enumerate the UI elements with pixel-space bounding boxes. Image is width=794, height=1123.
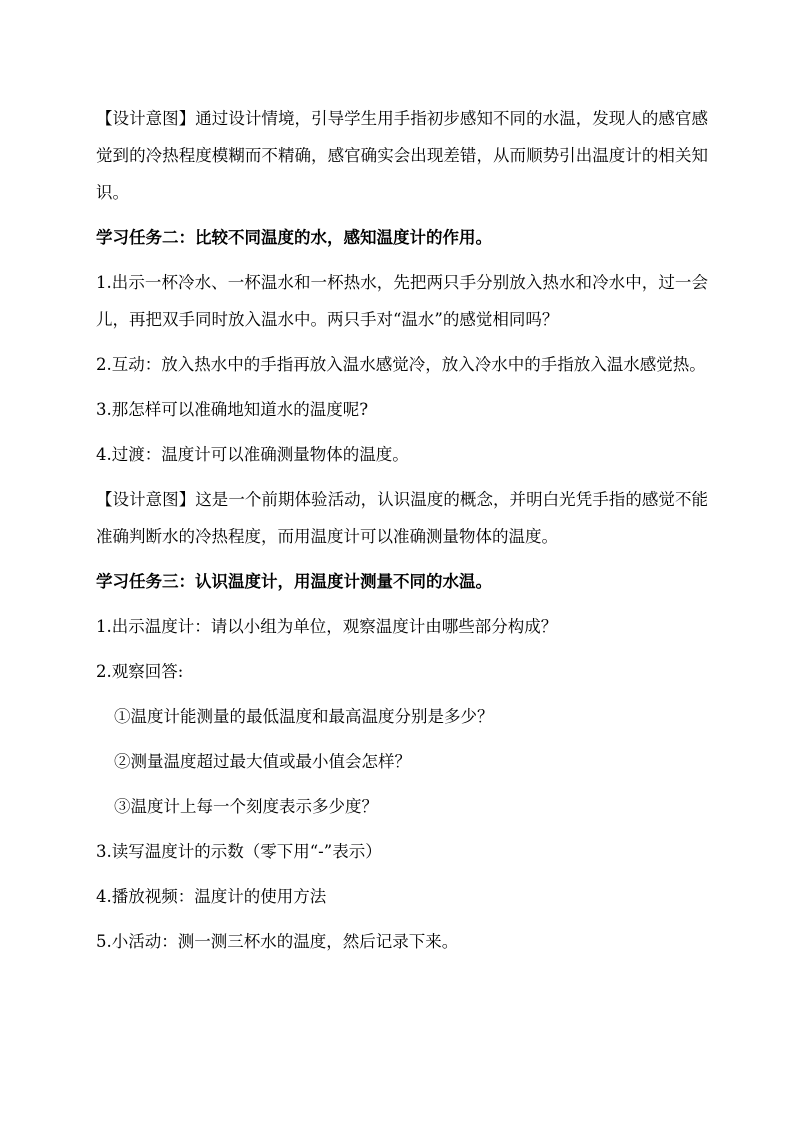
task-two-step-1: 1.出示一杯冷水、一杯温水和一杯热水，先把两只手分别放入热水和冷水中，过一会儿，再把双手同时放入温水中。两只手对“温水”的感觉相同吗？: [96, 273, 708, 329]
design-intent-paragraph-1: 【设计意图】通过设计情境，引导学生用手指初步感知不同的水温，发现人的感官感觉到的冷热程度模糊而不精确，感官确实会出现差错，从而顺势引出温度计的相关知识。: [96, 109, 708, 202]
task-two-heading: 学习任务二：比较不同温度的水，感知温度计的作用。: [96, 228, 492, 247]
task-three-step-5: 5.小活动：测一测三杯水的温度，然后记录下来。: [96, 932, 459, 951]
design-intent-paragraph-2: 【设计意图】这是一个前期体验活动，认识温度的概念，并明白光凭手指的感觉不能准确判断水的冷热程度，而用温度计可以准确测量物体的温度。: [96, 490, 708, 546]
task-two-step-4: 4.过渡：温度计可以准确测量物体的温度。: [96, 445, 409, 464]
task-two-step-2: 2.互动：放入热水中的手指再放入温水感觉冷，放入冷水中的手指放入温水感觉热。: [96, 355, 706, 374]
task-three-step-2: 2.观察回答:: [96, 662, 184, 681]
task-three-heading: 学习任务三：认识温度计，用温度计测量不同的水温。: [96, 572, 492, 591]
task-three-question-b: ②测量温度超过最大值或最小值会怎样？: [114, 752, 411, 771]
task-three-step-1: 1.出示温度计：请以小组为单位，观察温度计由哪些部分构成？: [96, 617, 558, 636]
task-two-step-3: 3.那怎样可以准确地知道水的温度呢?: [96, 400, 369, 419]
task-three-step-3: 3.读写温度计的示数（零下用“-”表示）: [96, 842, 382, 861]
task-three-step-4: 4.播放视频：温度计的使用方法: [96, 887, 327, 906]
task-three-question-a: ①温度计能测量的最低温度和最高温度分别是多少？: [114, 707, 494, 726]
document-body: [96, 100, 708, 968]
task-three-question-c: ③温度计上每一个刻度表示多少度？: [114, 797, 378, 816]
